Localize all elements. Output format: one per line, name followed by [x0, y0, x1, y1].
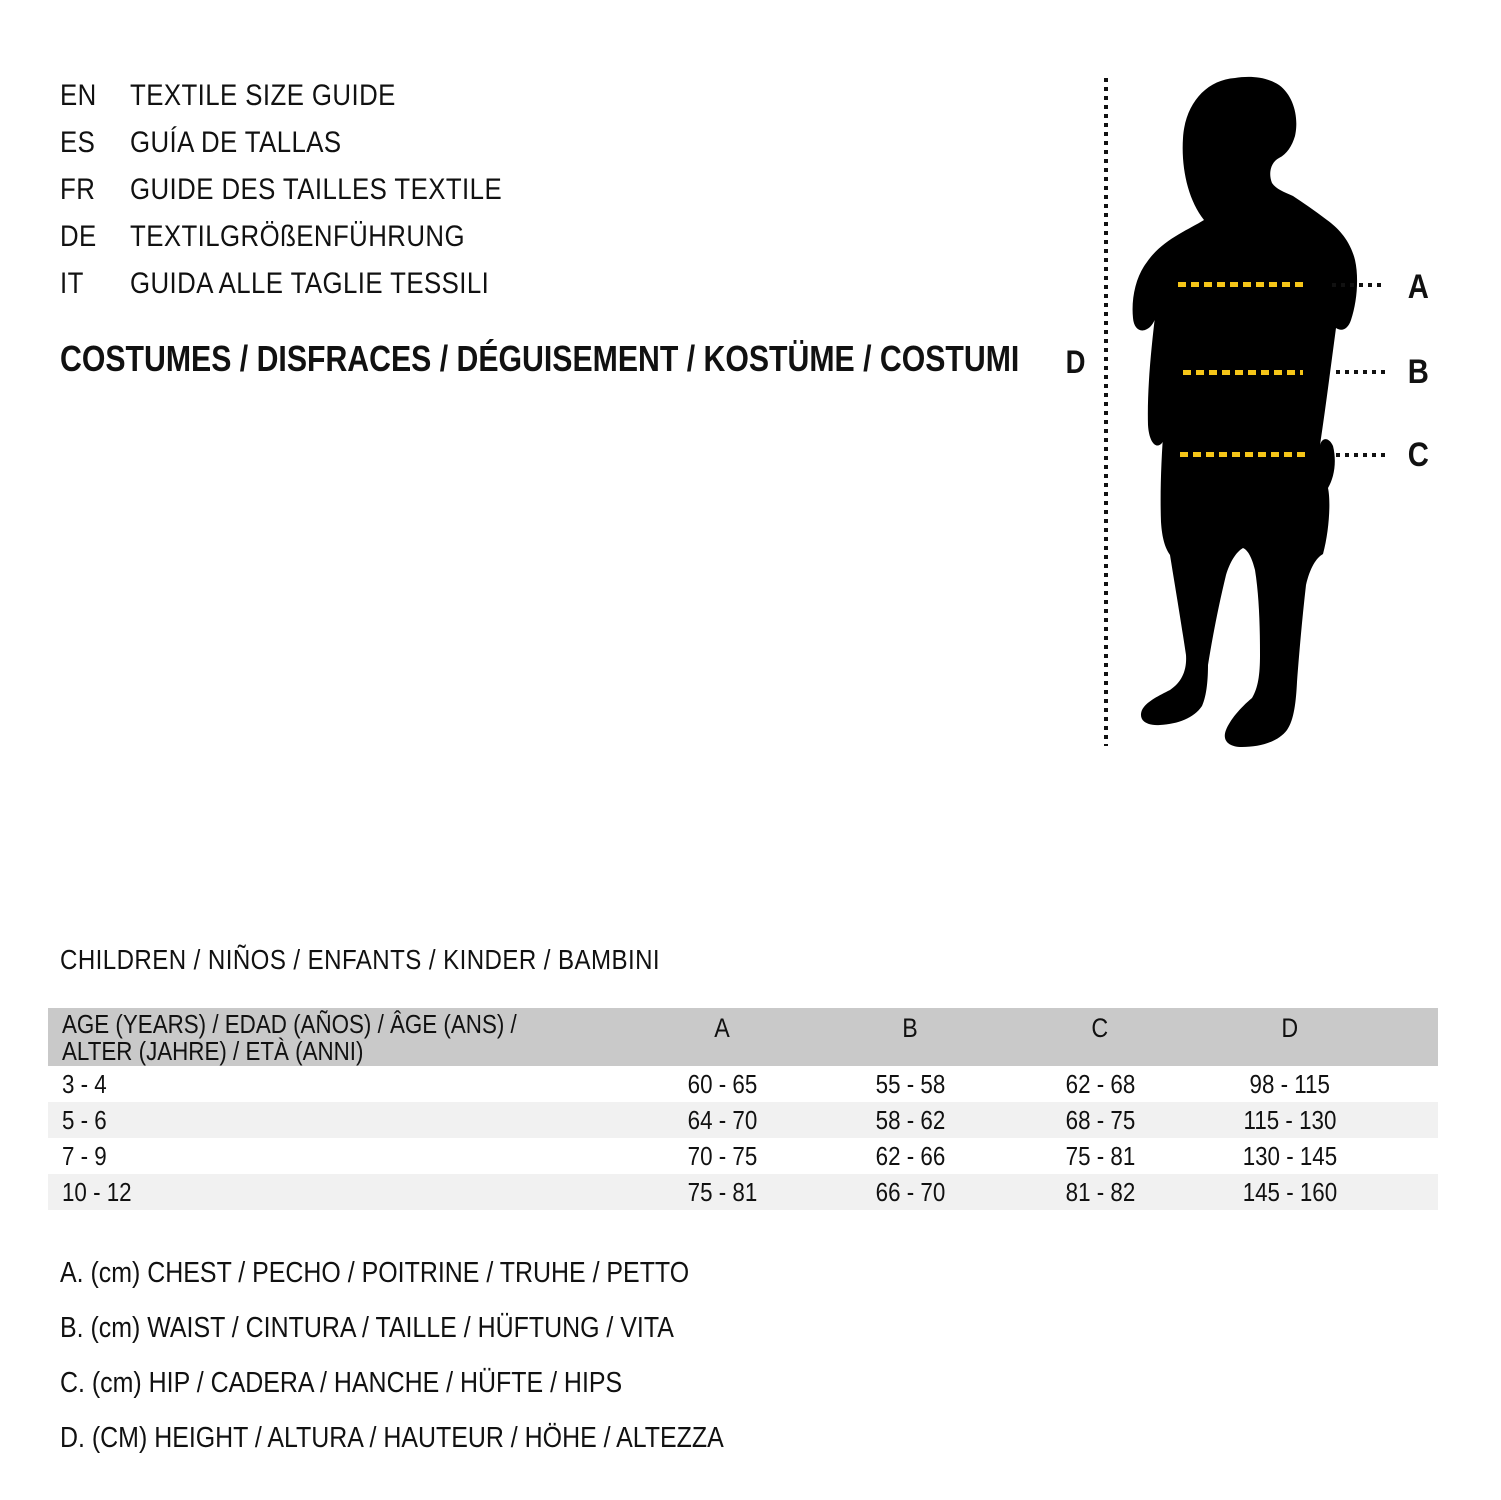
hip-cell: 62 - 68: [1065, 1068, 1135, 1099]
legend-chest: A. (cm) CHEST / PECHO / POITRINE / TRUHE / PETTO: [60, 1257, 690, 1289]
language-row-es: [60, 119, 563, 166]
hip-cell: 81 - 82: [1065, 1176, 1135, 1207]
legend-height: D. (CM) HEIGHT / ALTURA / HAUTEUR / HÖHE / ALTEZZA: [60, 1422, 724, 1454]
language-code: ES: [60, 125, 96, 159]
size-table: [48, 1008, 1438, 1210]
language-code: FR: [60, 172, 96, 206]
waist-cell: 66 - 70: [875, 1176, 945, 1207]
waist-connector-line: [1336, 370, 1386, 374]
height-measure-label: D: [1066, 344, 1086, 380]
language-row-de: [60, 213, 563, 260]
language-code: IT: [60, 266, 84, 300]
legend-hip: C. (cm) HIP / CADERA / HANCHE / HÜFTE / HIPS: [60, 1367, 623, 1399]
waist-cell: 62 - 66: [875, 1140, 945, 1171]
height-cell: 145 - 160: [1242, 1176, 1338, 1207]
language-title: TEXTILE SIZE GUIDE: [130, 78, 396, 112]
language-title: GUIDA ALLE TAGLIE TESSILI: [130, 266, 490, 300]
height-cell: 98 - 115: [1249, 1068, 1331, 1099]
language-row-en: [60, 72, 563, 119]
chest-connector-line: [1332, 283, 1384, 287]
language-row-it: [60, 260, 563, 307]
height-cell: 115 - 130: [1243, 1104, 1337, 1135]
column-header-b: B: [902, 1013, 918, 1043]
chest-cell: 60 - 65: [687, 1068, 758, 1099]
language-row-fr: [60, 166, 563, 213]
legend-waist: B. (cm) WAIST / CINTURA / TAILLE / HÜFTUNG / VITA: [60, 1312, 674, 1344]
hip-dashed-line: [1180, 452, 1308, 457]
language-title: GUÍA DE TALLAS: [130, 125, 342, 159]
language-title: GUIDE DES TAILLES TEXTILE: [130, 172, 503, 206]
waist-cell: 58 - 62: [875, 1104, 945, 1135]
height-cell: 130 - 145: [1242, 1140, 1338, 1171]
table-row: [48, 1174, 1438, 1210]
waist-dashed-line: [1183, 370, 1303, 375]
measurement-figure: [1020, 60, 1480, 760]
age-cell: 7 - 9: [62, 1140, 107, 1171]
hip-cell: 68 - 75: [1065, 1104, 1135, 1135]
chest-cell: 75 - 81: [687, 1176, 758, 1207]
age-column-header: AGE (YEARS) / EDAD (AÑOS) / ÂGE (ANS) / ALTER (JAHRE) / ETÀ (ANNI): [62, 1009, 517, 1066]
hip-measure-label: C: [1407, 436, 1429, 474]
chest-cell: 70 - 75: [687, 1140, 758, 1171]
category-title: COSTUMES / DISFRACES / DÉGUISEMENT / KOSTÜME / COSTUMI: [60, 338, 1020, 379]
language-list: [60, 72, 563, 307]
age-cell: 5 - 6: [62, 1104, 107, 1135]
hip-cell: 75 - 81: [1065, 1140, 1135, 1171]
table-header-row: [48, 1008, 1438, 1066]
hip-connector-line: [1336, 453, 1386, 457]
chest-cell: 64 - 70: [687, 1104, 758, 1135]
column-header-c: C: [1091, 1013, 1109, 1043]
chest-dashed-line: [1178, 282, 1306, 287]
table-row: [48, 1102, 1438, 1138]
children-section-heading: CHILDREN / NIÑOS / ENFANTS / KINDER / BAMBINI: [60, 944, 661, 975]
waist-cell: 55 - 58: [875, 1068, 945, 1099]
measure-legend: [60, 1246, 832, 1466]
language-code: EN: [60, 78, 97, 112]
language-code: DE: [60, 219, 97, 253]
column-header-a: A: [714, 1013, 731, 1043]
chest-measure-label: A: [1407, 268, 1429, 306]
child-silhouette: [1090, 70, 1440, 750]
table-row: [48, 1066, 1438, 1102]
table-row: [48, 1138, 1438, 1174]
column-header-d: D: [1281, 1013, 1299, 1043]
age-cell: 10 - 12: [62, 1176, 132, 1207]
age-cell: 3 - 4: [62, 1068, 107, 1099]
waist-measure-label: B: [1407, 353, 1429, 391]
language-title: TEXTILGRÖßENFÜHRUNG: [130, 219, 465, 253]
